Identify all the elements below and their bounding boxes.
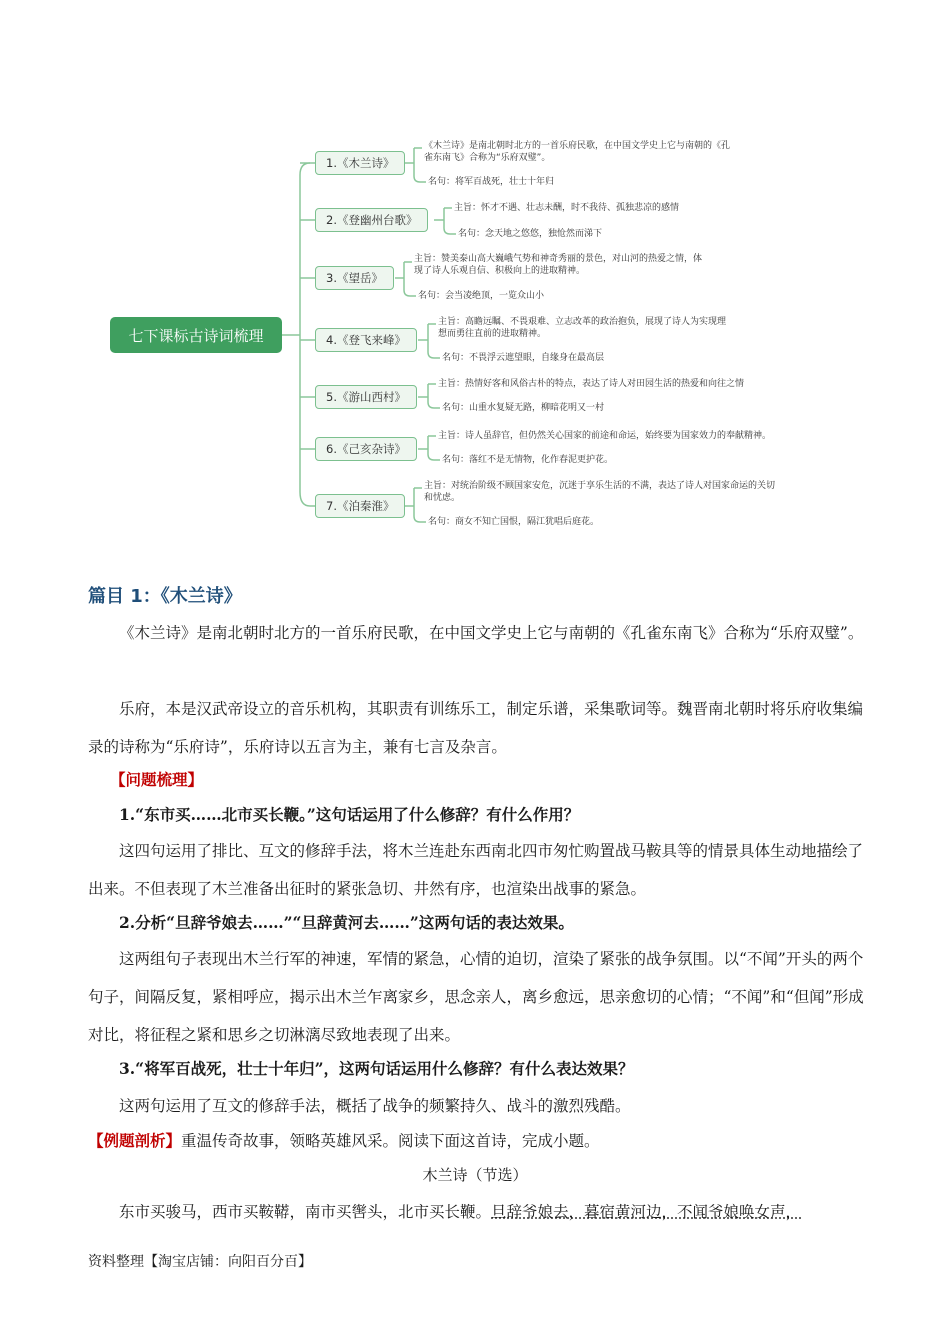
example-text: 重温传奇故事，领略英雄风采。阅读下面这首诗，完成小题。 (181, 1132, 600, 1150)
answer-2: 这两组句子表现出木兰行军的神速，军情的紧急，心情的迫切，渲染了紧张的战争氛围。以“不闻”开头的两个句子，间隔反复，紧相呼应，揭示出木兰乍离家乡，思念亲人，离乡愈远，思亲愈切的心情；“不闻”和“但闻”形成对比，将征程之紧和思乡之切淋漓尽致地表现了出来。 (88, 950, 864, 1044)
mind-map-node-3: 3.《望岳》 (315, 266, 394, 290)
mind-map-leaf-quote-6: 名句：落红不是无情物，化作春泥更护花。 (442, 455, 614, 465)
mind-map-leaf-main-3: 主旨：赞美泰山高大巍峨气势和神奇秀丽的景色，对山河的热爱之情，体 现了诗人乐观自信、积极向上的进取精神。 (414, 254, 703, 276)
mind-map-leaf-main-7: 主旨：对统治阶级不顾国家安危，沉迷于享乐生活的不满，表达了诗人对国家命运的关切 和忧虑。 (424, 481, 776, 503)
poem-line-b: 旦辞爷娘去，暮宿黄河边，不闻爷娘唤女声， (491, 1203, 802, 1221)
mind-map-leaf-main-2: 主旨：怀才不遇、壮志未酬，时不我待、孤独悲凉的感情 (454, 203, 680, 213)
mind-map-leaf-main-4: 主旨：高瞻远瞩、不畏艰难、立志改革的政治抱负，展现了诗人为实现理 想而勇往直前的进取精神。 (438, 317, 727, 339)
intro-paragraph-1: 《木兰诗》是南北朝时北方的一首乐府民歌，在中国文学史上它与南朝的《孔雀东南飞》合称为“乐府双璧”。 (119, 624, 864, 642)
mind-map-node-5: 5.《游山西村》 (315, 385, 417, 409)
mind-map-leaf-quote-2: 名句：念天地之悠悠，独怆然而涕下 (458, 229, 603, 239)
poem-line-a: 东市买骏马，西市买鞍鞯，南市买辔头，北市买长鞭。 (119, 1203, 492, 1221)
mind-map-leaf-main-5: 主旨：热情好客和风俗古朴的特点，表达了诗人对田园生活的热爱和向往之情 (438, 379, 745, 389)
section-heading: 篇目 1：《木兰诗》 (88, 586, 242, 607)
mind-map-leaf-main-1: 《木兰诗》是南北朝时北方的一首乐府民歌，在中国文学史上它与南朝的《孔 雀东南飞》合称为“乐府双璧”。 (424, 141, 731, 163)
poem-title: 木兰诗（节选） (422, 1166, 528, 1184)
mind-map-leaf-quote-5: 名句：山重水复疑无路，柳暗花明又一村 (442, 403, 605, 413)
example-label: 【例题剖析】 (88, 1131, 182, 1150)
mind-map-leaf-quote-1: 名句：将军百战死，壮士十年归 (428, 177, 555, 187)
poem-line (88, 1193, 868, 1231)
footer-source: 资料整理【淘宝店铺：向阳百分百】 (88, 1254, 312, 1270)
mind-map-node-6: 6.《己亥杂诗》 (315, 437, 417, 461)
problem-section-label: 【问题梳理】 (110, 770, 204, 789)
mind-map-node-1: 1.《木兰诗》 (315, 151, 405, 175)
mind-map-leaf-main-6: 主旨：诗人虽辞官，但仍然关心国家的前途和命运，始终要为国家效力的奉献精神。 (438, 431, 772, 441)
mind-map-node-4: 4.《登飞来峰》 (315, 328, 417, 352)
answer-3: 这两句运用了互文的修辞手法，概括了战争的频繁持久、战斗的激烈残酷。 (119, 1097, 631, 1115)
mind-map-root: 七下课标古诗词梳理 (110, 317, 282, 353)
mind-map-node-2: 2.《登幽州台歌》 (315, 208, 428, 232)
mind-map-leaf-quote-4: 名句：不畏浮云遮望眼，自缘身在最高层 (442, 353, 605, 363)
answer-1: 这四句运用了排比、互文的修辞手法，将木兰连赴东西南北四市匆忙购置战马鞍具等的情景具体生动地描绘了出来。不但表现了木兰准备出征时的紧张急切、井然有序，也渲染出战事的紧急。 (88, 842, 864, 898)
mind-map (0, 0, 950, 560)
question-1: 1.“东市买……北市买长鞭。”这句话运用了什么修辞？有什么作用？ (119, 805, 580, 824)
example-paragraph (88, 1122, 864, 1160)
mind-map-leaf-quote-3: 名句：会当凌绝顶，一览众山小 (418, 291, 545, 301)
question-2: 2.分析“旦辞爷娘去……”“旦辞黄河去……”这两句话的表达效果。 (119, 913, 574, 932)
question-3: 3.“将军百战死，壮士十年归”，这两句话运用什么修辞？有什么表达效果？ (119, 1059, 634, 1078)
mind-map-node-7: 7.《泊秦淮》 (315, 494, 405, 518)
mind-map-connectors (0, 0, 950, 560)
mind-map-leaf-quote-7: 名句：商女不知亡国恨，隔江犹唱后庭花。 (428, 517, 600, 527)
intro-paragraph-2: 乐府，本是汉武帝设立的音乐机构，其职责有训练乐工，制定乐谱，采集歌词等。魏晋南北朝时将乐府收集编录的诗称为“乐府诗”，乐府诗以五言为主，兼有七言及杂言。 (88, 700, 864, 756)
